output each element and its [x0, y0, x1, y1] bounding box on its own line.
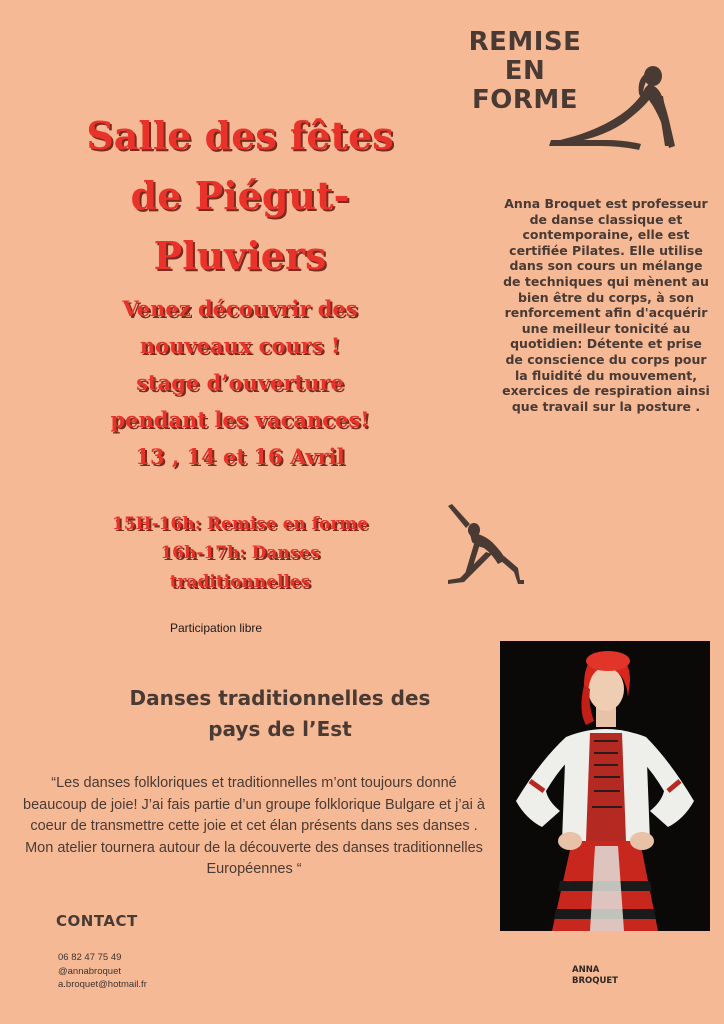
contact-email[interactable]: a.broquet@hotmail.fr: [58, 979, 147, 990]
section-title-line: Danses traditionnelles des: [129, 686, 431, 710]
intro-line: stage d’ouverture: [136, 370, 344, 395]
section-title: [80, 683, 480, 745]
intro-line: pendant les vacances!: [110, 407, 370, 432]
schedule: [80, 510, 400, 597]
contact-heading: CONTACT: [56, 912, 138, 930]
schedule-line: 15H-16h: Remise en forme: [111, 514, 369, 534]
intro-announcement: [60, 290, 420, 475]
title-line: REMISE: [468, 27, 582, 57]
triangle-pose-silhouette-icon: [440, 502, 528, 588]
intro-line: Venez découvrir des: [122, 296, 358, 321]
contact-phone[interactable]: 06 82 47 75 49: [58, 952, 122, 963]
cobra-pose-silhouette-icon: [545, 60, 685, 152]
participation-note: Participation libre: [170, 621, 263, 635]
section-title-line: pays de l’Est: [208, 717, 352, 741]
signature-first-name: ANNA: [572, 965, 600, 975]
signature-last-name: BROQUET: [572, 976, 618, 986]
contact-handle[interactable]: @annabroquet: [58, 965, 121, 977]
title-line: FORME: [471, 85, 579, 115]
venue-line: de Piégut-: [130, 173, 350, 218]
venue-title: [60, 106, 420, 286]
schedule-line: 16h-17h: Danses: [160, 543, 320, 563]
intro-line: nouveaux cours !: [139, 333, 341, 358]
teacher-bio: Anna Broquet est professeur de danse classique et contemporaine, elle est certifiée Pilates. Elle utilise dans son cours un mélange de techniques qui mènent au bien être du corps, à son renforcement afin d'acquérir une meilleur tonicité au quotidien: Détente et prise de conscience du corps pour la fluidité du mouvement, exercices de respiration ainsi que travail sur la posture .: [502, 196, 710, 414]
intro-dates: 13 , 14 et 16 Avril: [135, 444, 345, 469]
title-line: EN: [504, 56, 546, 86]
schedule-line: traditionnelles: [169, 572, 311, 592]
teacher-quote: “Les danses folkloriques et traditionnelles m’ont toujours donné beaucoup de joie! J’ai fais partie d’un groupe folklorique Bulgare et j’ai à coeur de transmettre cette joie et cet élan présents dans ses danses . Mon atelier tournera autour de la découverte des danses traditionnelles Européennes “: [23, 775, 485, 877]
venue-line: Salle des fêtes: [86, 113, 394, 158]
venue-line: Pluviers: [153, 233, 327, 278]
dancer-photo: [500, 641, 710, 931]
contact-details: [58, 951, 147, 992]
signature: [572, 965, 618, 987]
